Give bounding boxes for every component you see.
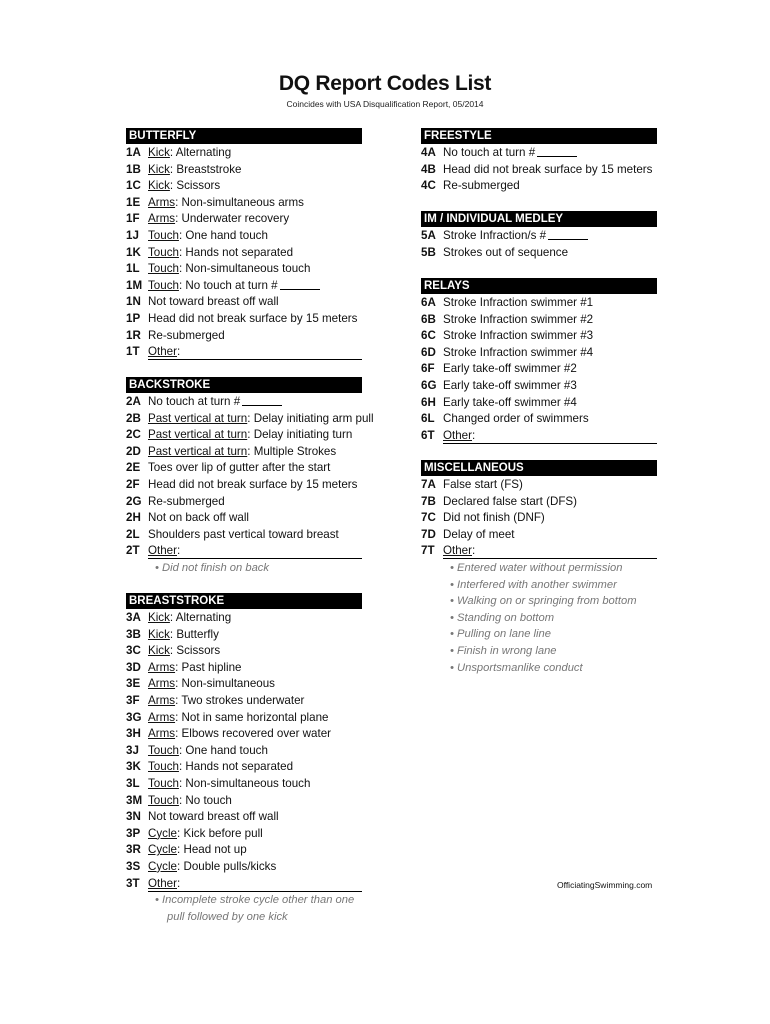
dq-description: Head did not break surface by 15 meters [148,311,358,325]
dq-code: 2L [126,527,140,541]
code-row [421,228,657,245]
dq-category: Arms [148,693,176,707]
dq-category: Kick [148,611,170,624]
code-row [126,743,362,760]
code-row [126,759,362,776]
code-row [421,378,657,395]
colon-separator: : [175,660,179,674]
code-row [126,876,362,893]
blank-line [242,394,282,406]
section-misc [421,460,657,676]
code-row [126,460,362,477]
colon-separator: : [169,146,174,159]
note-item: • Entered water without permission [450,561,623,574]
dq-description: Re-submerged [148,494,225,508]
code-row [126,693,362,710]
colon-separator: : [247,444,251,458]
dq-code: 3M [126,793,143,807]
dq-description: Re-submerged [443,179,520,193]
code-row [126,710,362,727]
dq-description: No touch at turn # [148,395,241,408]
dq-category: Touch [148,776,179,790]
dq-description: Strokes out of sequence [443,245,569,259]
code-row [126,494,362,511]
dq-description: Elbows recovered over water [181,727,332,741]
note-item: • Interfered with another swimmer [450,578,617,591]
colon-separator: : [177,876,181,890]
code-row [126,294,362,311]
dq-code: 1P [126,311,141,325]
dq-category: Kick [148,162,170,176]
dq-description: Early take-off swimmer #3 [443,378,577,392]
dq-category: Past vertical at turn [148,411,248,425]
section-butterfly [126,128,362,361]
dq-category: Arms [148,677,176,691]
code-row [126,510,362,527]
note-item: • Walking on or springing from bottom [450,595,637,608]
dq-code: 2G [126,494,142,508]
code-row [421,361,657,378]
code-row [126,793,362,810]
dq-code: 6L [421,412,435,426]
dq-description: Shoulders past vertical toward breast [148,527,339,541]
code-row [126,427,362,444]
code-row [126,543,362,560]
code-row [421,395,657,412]
code-row [421,543,657,560]
dq-category: Past vertical at turn [148,428,248,442]
dq-description: Not on back off wall [148,511,249,525]
dq-code: 3T [126,876,140,890]
section-header: RELAYS [421,278,657,294]
code-row [126,477,362,494]
dq-description: Alternating [175,146,232,159]
code-row [421,477,657,494]
dq-category: Other [148,876,177,890]
dq-category: Touch [148,278,179,292]
dq-code: 3H [126,727,141,741]
dq-code: 4B [421,162,436,176]
dq-category: Cycle [148,826,177,840]
section-relays [421,278,657,444]
section-header: BUTTERFLY [126,128,362,144]
note-item: • Did not finish on back [155,561,269,574]
dq-category: Kick [148,627,170,641]
dq-code: 3B [126,627,141,641]
dq-code: 3C [126,644,141,658]
dq-code: 3R [126,843,141,857]
dq-code: 4C [421,179,436,193]
dq-description: Non-simultaneous touch [185,262,311,276]
code-row [126,178,362,195]
dq-category: Arms [148,710,176,724]
code-row [126,610,362,627]
dq-code: 3N [126,810,141,824]
colon-separator: : [247,411,251,425]
other-fill-line [148,359,362,360]
dq-category: Other [148,345,177,359]
dq-description: Head did not break surface by 15 meters [148,477,358,491]
section-header: BACKSTROKE [126,377,362,393]
dq-code: 1R [126,328,141,342]
dq-description: Hands not separated [185,760,294,774]
dq-category: Past vertical at turn [148,444,248,458]
colon-separator: : [177,345,181,359]
code-row [126,726,362,743]
dq-code: 6A [421,296,436,309]
code-row [126,245,362,262]
blank-line [548,228,588,240]
dq-category: Cycle [148,859,177,873]
dq-code: 7T [421,544,435,558]
dq-code: 4A [421,146,436,159]
section-header: IM / INDIVIDUAL MEDLEY [421,211,657,227]
dq-code: 2E [126,461,141,475]
dq-description: Stroke Infraction swimmer #3 [443,329,594,343]
dq-description: Hands not separated [185,245,294,259]
code-row [126,162,362,179]
dq-description: Not toward breast off wall [148,810,279,824]
colon-separator: : [178,262,183,276]
dq-category: Touch [148,793,179,807]
dq-description: Past hipline [181,660,242,674]
code-row [126,411,374,428]
dq-code: 6F [421,362,435,376]
dq-code: 7D [421,527,436,541]
dq-code: 1C [126,179,141,193]
dq-description: Head not up [183,843,247,857]
code-row [126,643,362,660]
dq-code: 3E [126,677,141,691]
page-subtitle: Coincides with USA Disqualification Report, 05/2014 [286,99,484,109]
colon-separator: : [178,743,183,757]
code-row [126,660,362,677]
dq-code: 6B [421,312,436,326]
dq-code: 3L [126,776,140,790]
dq-code: 1L [126,262,140,276]
dq-description: Kick before pull [183,826,263,840]
code-row [421,345,657,362]
dq-category: Touch [148,743,179,757]
colon-separator: : [177,859,181,873]
dq-description: Breaststroke [176,162,242,176]
colon-separator: : [178,776,183,790]
dq-code: 1K [126,245,141,259]
note-item: pull followed by one kick [167,910,288,923]
dq-category: Other [148,544,177,558]
dq-code: 6H [421,395,436,409]
dq-description: Alternating [175,611,232,624]
code-row [126,627,362,644]
dq-code: 2D [126,444,141,458]
colon-separator: : [169,162,174,176]
code-row [421,428,657,445]
code-row [126,145,362,162]
dq-description: Re-submerged [148,328,225,342]
dq-category: Kick [148,644,170,658]
dq-description: False start (FS) [443,478,523,491]
dq-code: 2A [126,395,141,408]
dq-description: No touch [185,793,232,807]
dq-category: Touch [148,760,179,774]
dq-code: 1J [126,228,139,242]
dq-code: 7B [421,494,436,508]
colon-separator: : [175,710,179,724]
dq-category: Touch [148,228,179,242]
dq-code: 3S [126,859,141,873]
dq-code: 2C [126,428,141,442]
colon-separator: : [178,278,183,292]
code-row [421,178,657,195]
dq-description: One hand touch [185,743,268,757]
dq-description: Delay initiating arm pull [253,411,374,425]
dq-description: Non-simultaneous touch [185,776,311,790]
other-fill-line [443,443,657,444]
dq-code: 2H [126,511,141,525]
code-row [421,510,657,527]
dq-code: 5A [421,229,436,242]
colon-separator: : [177,843,181,857]
colon-separator: : [177,826,181,840]
code-row [421,312,657,329]
blank-line [537,145,577,157]
colon-separator: : [169,644,174,658]
dq-category: Cycle [148,843,177,857]
code-row [126,261,362,278]
colon-separator: : [175,195,179,209]
note-item: • Standing on bottom [450,611,555,624]
dq-description: Non-simultaneous [181,677,275,691]
colon-separator: : [177,544,181,558]
code-row [421,245,657,262]
section-backstroke [126,377,374,577]
dq-description: One hand touch [185,228,268,242]
dq-code: 3D [126,660,141,674]
dq-code: 2F [126,477,140,491]
code-row [126,842,362,859]
colon-separator: : [169,179,174,193]
dq-description: Not toward breast off wall [148,295,279,309]
code-row [421,527,657,544]
colon-separator: : [178,760,183,774]
dq-description: Head did not break surface by 15 meters [443,162,653,176]
dq-description: Underwater recovery [181,212,290,226]
dq-category: Touch [148,262,179,276]
code-row [126,344,362,361]
colon-separator: : [175,693,179,707]
other-fill-line [148,891,362,892]
code-row [421,162,657,179]
dq-description: Stroke Infraction swimmer #1 [443,296,594,309]
colon-separator: : [178,793,183,807]
code-row [126,859,362,876]
dq-code: 7A [421,478,436,491]
dq-category: Other [443,544,472,558]
dq-description: Double pulls/kicks [183,859,277,873]
dq-category: Arms [148,212,176,226]
code-row [126,394,362,411]
dq-category: Touch [148,245,179,259]
section-header: FREESTYLE [421,128,657,144]
code-row [421,494,657,511]
dq-category: Arms [148,727,176,741]
blank-line [280,278,320,290]
section-header: BREASTSTROKE [126,593,362,609]
dq-description: Scissors [176,179,221,193]
dq-description: Delay initiating turn [253,428,353,442]
footer-site: OfficiatingSwimming.com [557,880,653,890]
code-row [126,527,362,544]
dq-code: 1T [126,345,140,359]
note-item: • Finish in wrong lane [450,644,557,657]
dq-description: Did not finish (DNF) [443,511,545,525]
code-row [126,278,362,295]
page-title: DQ Report Codes List [278,72,492,95]
colon-separator: : [169,627,174,641]
colon-separator: : [178,228,183,242]
code-row [126,676,362,693]
dq-code: 1M [126,278,143,292]
colon-separator: : [175,727,179,741]
code-row [421,328,657,345]
dq-description: No touch at turn # [443,146,536,159]
colon-separator: : [175,677,179,691]
dq-code: 6C [421,329,436,343]
dq-code: 6G [421,378,437,392]
dq-description: Two strokes underwater [181,693,305,707]
dq-code: 3G [126,710,142,724]
dq-code: 5B [421,245,436,259]
dq-description: Declared false start (DFS) [443,494,578,508]
section-im [421,211,657,261]
note-item: • Incomplete stroke cycle other than one [155,894,355,907]
section-header: MISCELLANEOUS [421,460,657,476]
dq-code: 1A [126,146,141,159]
code-row [126,195,362,212]
code-row [421,295,657,312]
dq-code: 6T [421,428,435,442]
dq-description: Non-simultaneous arms [181,195,304,209]
dq-description: Stroke Infraction swimmer #2 [443,312,594,326]
dq-category: Other [443,428,472,442]
other-fill-line [148,558,362,559]
dq-code: 1E [126,195,141,209]
dq-code: 2T [126,544,140,558]
colon-separator: : [169,611,174,624]
dq-code: 3F [126,693,140,707]
dq-code: 3A [126,611,141,624]
dq-description: Not in same horizontal plane [181,710,329,724]
code-row [126,328,362,345]
dq-description: Scissors [176,644,221,658]
code-row [421,411,657,428]
code-row [126,809,362,826]
other-fill-line [443,558,657,559]
colon-separator: : [178,245,183,259]
colon-separator: : [472,428,476,442]
dq-description: Stroke Infraction swimmer #4 [443,345,594,359]
code-row [126,444,362,461]
dq-code: 2B [126,411,141,425]
dq-description: Changed order of swimmers [443,412,589,426]
code-row [126,776,362,793]
dq-description: Early take-off swimmer #2 [443,362,577,376]
dq-description: Multiple Strokes [253,444,337,458]
code-row [126,826,362,843]
dq-category: Kick [148,179,170,193]
note-item: • Unsportsmanlike conduct [450,661,583,674]
dq-code: 1F [126,212,140,226]
colon-separator: : [247,428,251,442]
code-row [126,311,362,328]
dq-code: 3P [126,826,141,840]
dq-description: Early take-off swimmer #4 [443,395,577,409]
dq-category: Arms [148,195,176,209]
code-row [421,145,657,162]
note-item: • Pulling on lane line [450,628,551,641]
dq-code: 3J [126,743,139,757]
dq-code: 1N [126,295,141,309]
dq-code: 1B [126,162,141,176]
code-row [126,211,362,228]
dq-description: Stroke Infraction/s # [443,229,547,242]
dq-description: Delay of meet [443,527,515,541]
dq-description: No touch at turn # [185,278,278,292]
dq-code: 7C [421,511,436,525]
colon-separator: : [472,544,476,558]
dq-code: 3K [126,760,141,774]
section-freestyle [421,128,657,195]
dq-description: Toes over lip of gutter after the start [148,461,331,475]
section-breaststroke [126,593,362,925]
dq-description: Butterfly [176,627,219,641]
dq-category: Kick [148,146,170,159]
colon-separator: : [175,212,179,226]
dq-code: 6D [421,345,436,359]
code-row [126,228,362,245]
dq-category: Arms [148,660,176,674]
